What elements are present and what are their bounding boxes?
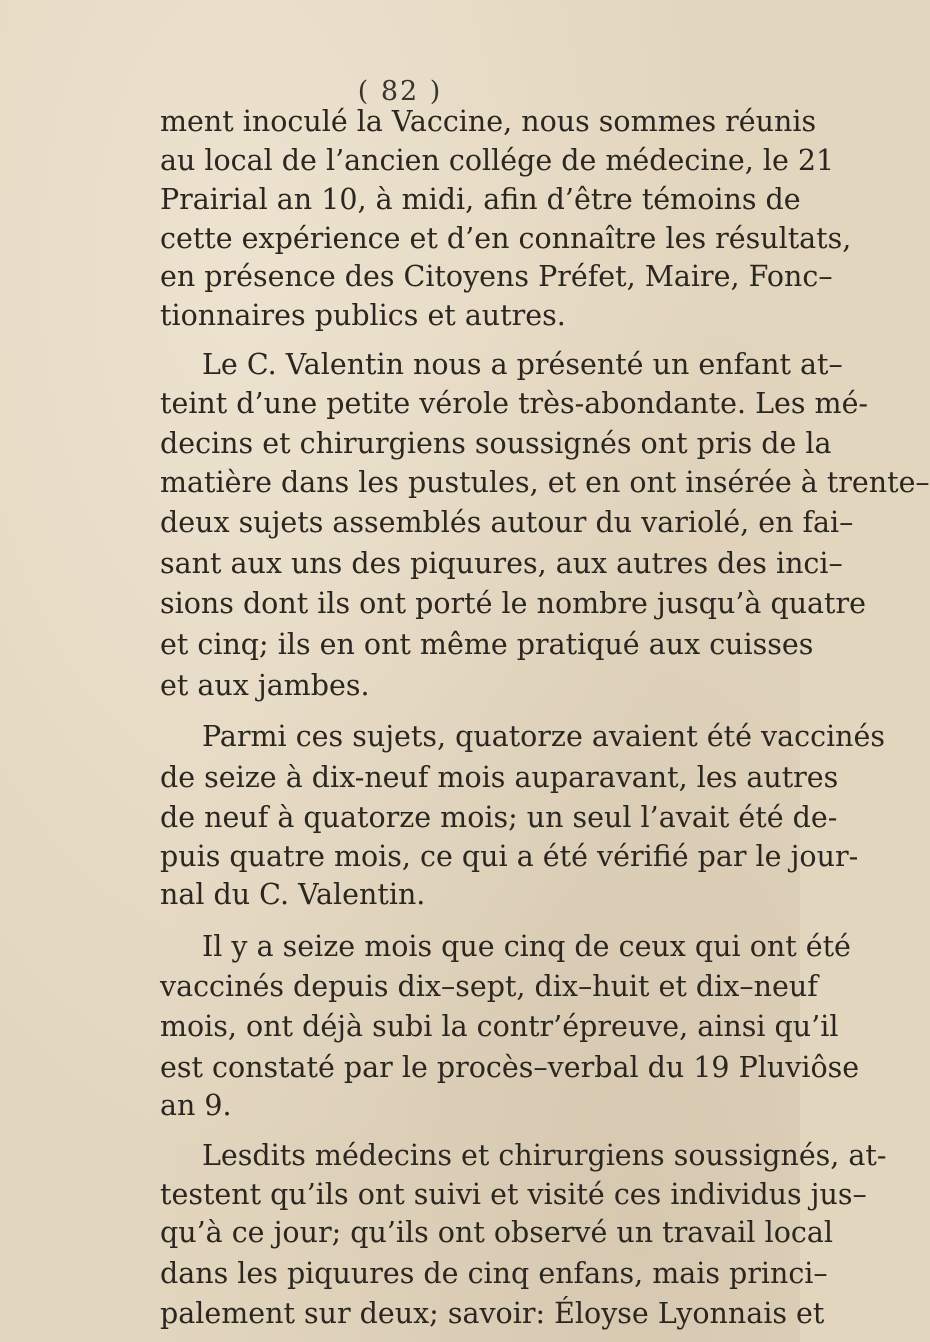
- text-line: cette expérience et d’en connaître les résultats,: [160, 221, 852, 255]
- text-line: deux sujets assemblés autour du variolé, en fai–: [160, 506, 854, 540]
- text-line: Il y a seize mois que cinq de ceux qui ont été: [202, 929, 851, 963]
- text-line: vaccinés depuis dix–sept, dix–huit et dix–neuf: [160, 970, 818, 1004]
- text-line: palement sur deux; savoir: Éloyse Lyonnais et: [160, 1297, 825, 1330]
- text-line: dans les piquures de cinq enfans, mais princi–: [160, 1256, 828, 1290]
- text-line: et cinq; ils en ont même pratiqué aux cuisses: [160, 627, 814, 661]
- text-line: an 9.: [160, 1089, 232, 1123]
- text-line: au local de l’ancien collége de médecine, le 21: [160, 143, 835, 177]
- text-line: puis quatre mois, ce qui a été vérifié par le jour-: [160, 839, 859, 873]
- text-line: est constaté par le procès–verbal du 19 Pluviôse: [160, 1050, 860, 1084]
- text-line: et aux jambes.: [160, 668, 370, 702]
- page-number: ( 82 ): [357, 76, 443, 107]
- text-line: decins et chirurgiens soussignés ont pris de la: [160, 427, 832, 461]
- text-line: en présence des Citoyens Préfet, Maire, Fonc–: [160, 260, 833, 294]
- text-line: tionnaires publics et autres.: [160, 298, 566, 332]
- text-line: de neuf à quatorze mois; un seul l’avait été de-: [160, 801, 838, 835]
- text-line: qu’à ce jour; qu’ils ont observé un travail local: [160, 1216, 833, 1250]
- text-line: de seize à dix-neuf mois auparavant, les autres: [160, 760, 839, 794]
- text-line: nal du C. Valentin.: [160, 878, 426, 912]
- text-line: matière dans les pustules, et en ont insérée à trente–: [160, 465, 930, 499]
- text-line: sions dont ils ont porté le nombre jusqu’à quatre: [160, 587, 866, 621]
- text-line: Prairial an 10, à midi, afin d’être témoins de: [160, 183, 801, 217]
- text-line: Lesdits médecins et chirurgiens soussignés, at-: [202, 1139, 887, 1173]
- text-line: ment inoculé la Vaccine, nous sommes réunis: [160, 105, 817, 138]
- text-line: teint d’une petite vérole très-abondante. Les mé-: [160, 386, 869, 420]
- text-line: Parmi ces sujets, quatorze avaient été vaccinés: [202, 720, 886, 754]
- text-line: mois, ont déjà subi la contr’épreuve, ainsi qu’il: [160, 1010, 839, 1044]
- text-line: testent qu’ils ont suivi et visité ces individus jus–: [160, 1177, 867, 1211]
- text-line: Le C. Valentin nous a présenté un enfant at–: [202, 348, 843, 382]
- text-line: sant aux uns des piquures, aux autres des inci–: [160, 546, 843, 580]
